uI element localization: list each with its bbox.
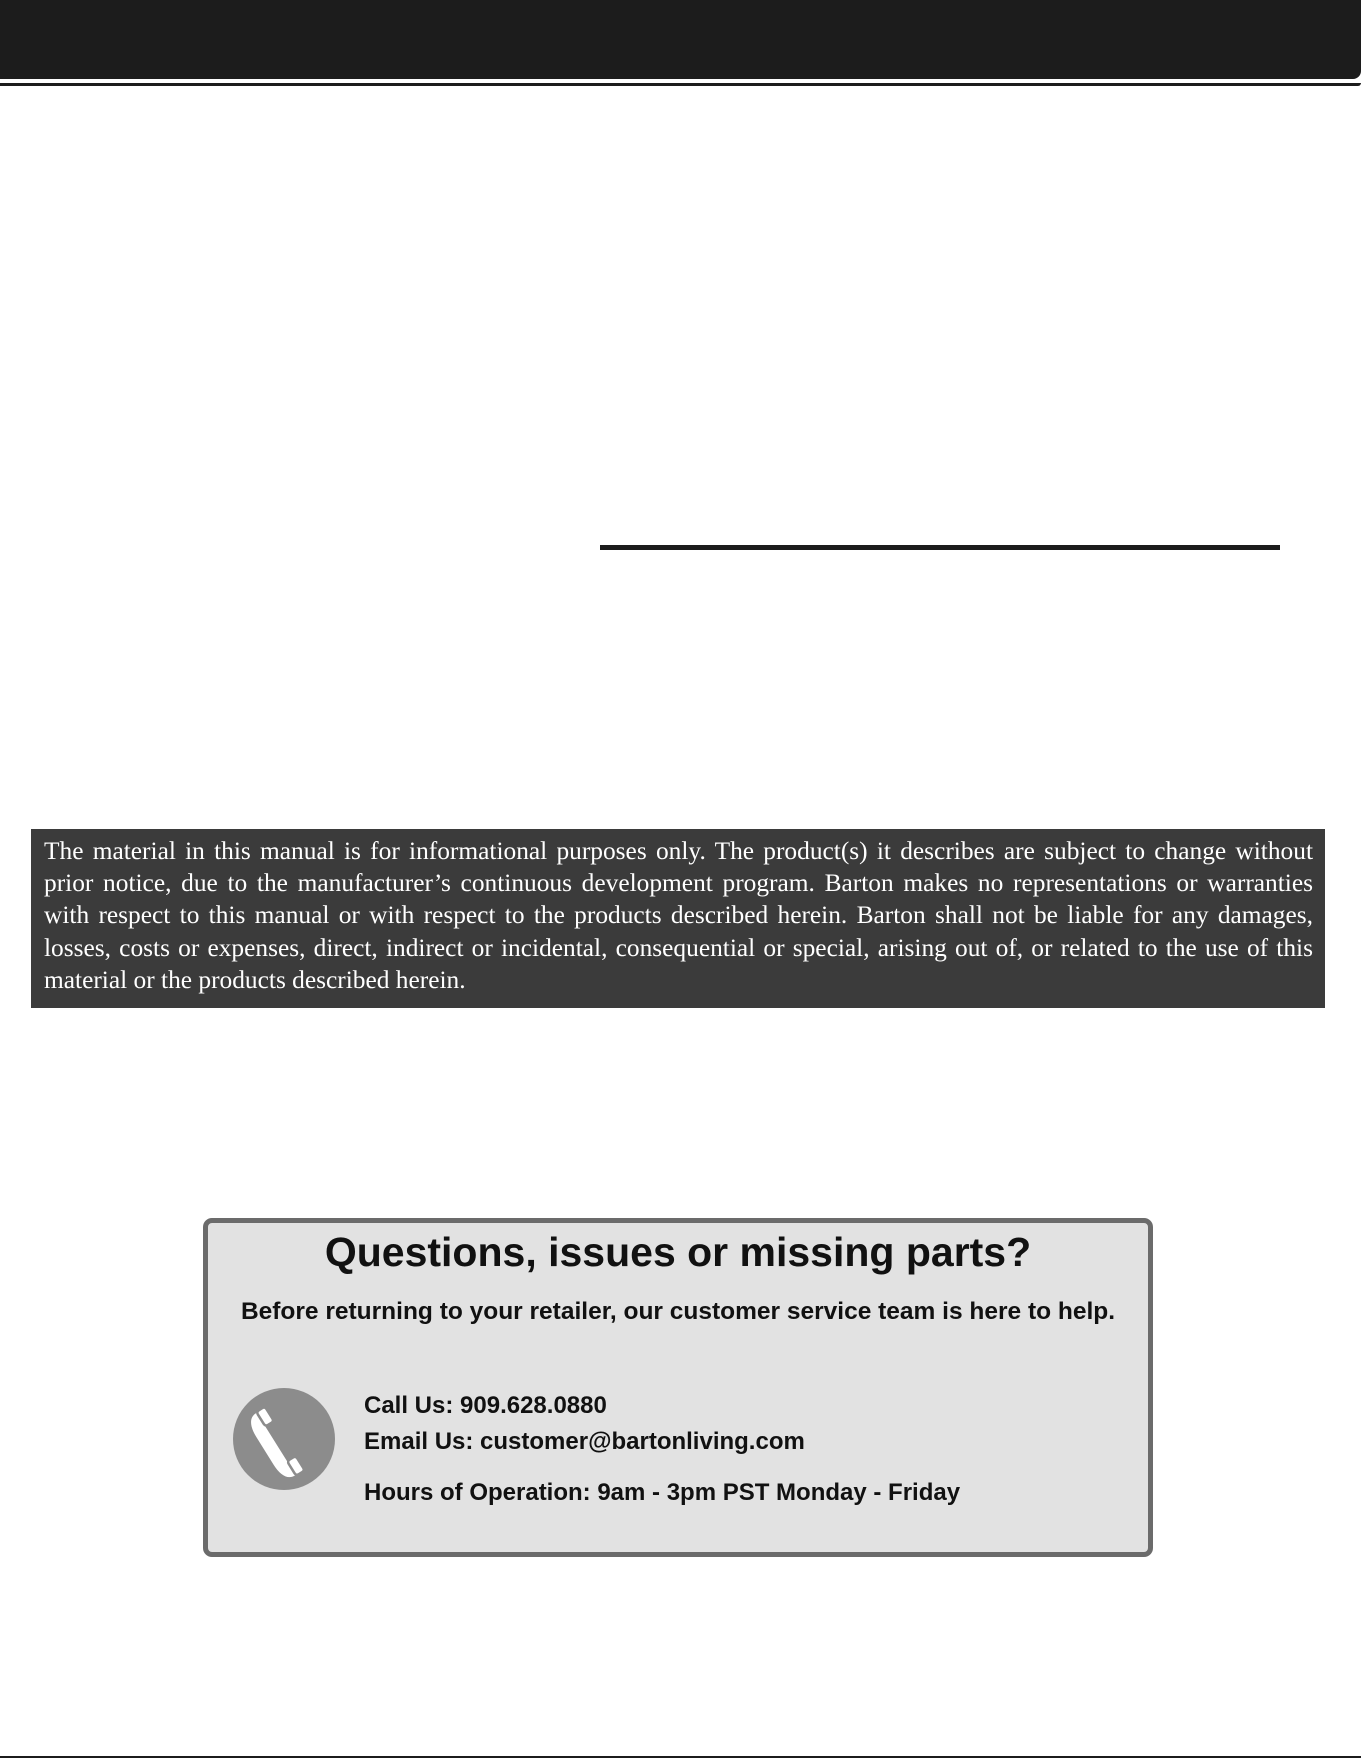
header-bar xyxy=(0,0,1361,79)
title-divider xyxy=(600,545,1280,550)
hours-of-operation: Hours of Operation: 9am - 3pm PST Monday - Friday xyxy=(364,1479,961,1506)
disclaimer-text: The material in this manual is for informational purposes only. The product(s) it describes are subject to change without prior notice, due to the manufacturer’s continuous development program. Barton makes no representations or warranties with respect to this manual or with respect to the products described herein. Barton shall not be liable for any damages, losses, costs or expenses, direct, indirect or incidental, consequential or special, arising out of, or related to the use of this material or the products described herein. xyxy=(44,837,1313,994)
footer-rule xyxy=(0,1756,1361,1758)
phone-icon xyxy=(233,1388,335,1490)
header-rule xyxy=(0,83,1361,86)
help-title: Questions, issues or missing parts? xyxy=(324,1229,1032,1275)
customer-service-box xyxy=(203,1218,1153,1557)
email-address: Email Us: customer@bartonliving.com xyxy=(364,1428,805,1455)
help-subtitle: Before returning to your retailer, our customer service team is here to help. xyxy=(240,1298,1116,1325)
disclaimer-box xyxy=(31,829,1325,1008)
phone-number: Call Us: 909.628.0880 xyxy=(364,1392,607,1419)
